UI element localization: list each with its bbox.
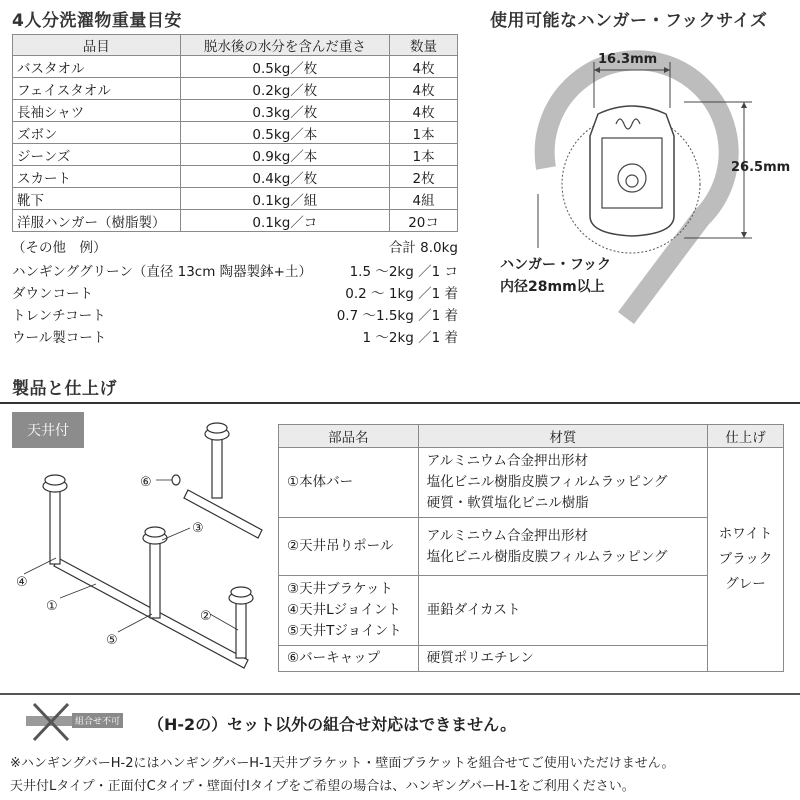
- hanger-piece: [590, 106, 674, 236]
- material-line: 塩化ビニル樹脂皮膜フィルムラッピング: [426, 548, 668, 565]
- callout-6: ⑥: [140, 475, 152, 490]
- header-finish: 仕上げ: [708, 425, 784, 448]
- compatibility-note-2: 天井付Lタイプ・正面付Cタイプ・壁面付Iタイプをご希望の場合は、ハンギングバーH-1をご利用ください。: [10, 779, 635, 794]
- table-row: [13, 144, 458, 166]
- product-table: [278, 424, 784, 672]
- callout-1: ①: [46, 599, 58, 614]
- part-name: ⑥バーキャップ: [279, 646, 419, 672]
- compatibility-note-1: ※ハンギングバーH-2にはハンギングバーH-1天井ブラケット・壁面ブラケットを組合せてご使用いただけません。: [10, 756, 675, 771]
- item-name: 洋服ハンガー（樹脂製）: [13, 210, 181, 232]
- item-weight: 0.1kg／組: [180, 188, 390, 210]
- detail-pole: [212, 432, 222, 498]
- item-name: バスタオル: [13, 56, 181, 78]
- other-example-weight: 0.7 ～1.5kg ／1 着: [336, 308, 458, 324]
- not-combinable-badge: 組合せ不可: [72, 713, 123, 728]
- item-weight: 0.1kg／コ: [180, 210, 390, 232]
- combination-warning: （H-2の）セット以外の組合せ対応はできません。: [148, 715, 517, 734]
- item-weight: 0.5kg／枚: [180, 56, 390, 78]
- ceiling-mount-badge: 天井付: [12, 412, 84, 448]
- material-line: 塩化ビニル樹脂皮膜フィルムラッピング: [426, 474, 668, 490]
- item-quantity: 4枚: [390, 56, 458, 78]
- other-example-weight: 1 ～2kg ／1 着: [362, 330, 458, 346]
- finish-white: ホワイト: [718, 526, 773, 542]
- not-combinable-icon: [24, 702, 74, 742]
- material-line: アルミニウム合金押出形材: [426, 453, 589, 469]
- callout-2: ②: [200, 609, 212, 624]
- part-name: ③天井ブラケット: [287, 581, 393, 597]
- callout-5: ⑤: [106, 633, 118, 648]
- other-example-weight: 0.2 ～ 1kg ／1 着: [345, 286, 458, 302]
- notice-divider: [0, 693, 800, 695]
- hanger-height-label: 26.5mm: [731, 160, 791, 175]
- item-name: ジーンズ: [13, 144, 181, 166]
- table-row: [13, 188, 458, 210]
- item-name: ズボン: [13, 122, 181, 144]
- others-heading: （その他 例）: [12, 240, 107, 256]
- header-item: 品目: [13, 35, 181, 56]
- other-example-row: [12, 304, 458, 324]
- part-name: ②天井吊りポール: [279, 518, 419, 576]
- material-line: 硬質・軟質塩化ビニル樹脂: [426, 495, 589, 511]
- table-row: [13, 210, 458, 232]
- product-assembly-diagram: [0, 408, 276, 684]
- other-example-name: ハンギンググリーン（直径 13cm 陶器製鉢+土）: [12, 264, 312, 280]
- table-row: [279, 448, 784, 518]
- hook-label-line1: ハンガー・フック: [500, 257, 612, 273]
- header-quantity: 数量: [390, 35, 458, 56]
- hanger-width-label: 16.3mm: [598, 52, 658, 67]
- material-line: 亜鉛ダイカスト: [426, 602, 521, 618]
- item-weight: 0.5kg／本: [180, 122, 390, 144]
- finish-options: [708, 448, 784, 672]
- item-quantity: 1本: [390, 144, 458, 166]
- item-weight: 0.2kg／枚: [180, 78, 390, 100]
- ceiling-pole-middle: [150, 536, 160, 618]
- other-example-name: ダウンコート: [12, 286, 93, 302]
- item-quantity: 4枚: [390, 100, 458, 122]
- item-name: スカート: [13, 166, 181, 188]
- table-row: [13, 166, 458, 188]
- weight-section-title: 4人分洗濯物重量目安: [12, 11, 182, 31]
- callout-4: ④: [16, 575, 28, 590]
- item-quantity: 20コ: [390, 210, 458, 232]
- hanger-section-title: 使用可能なハンガー・フックサイズ: [490, 11, 768, 31]
- item-name: 長袖シャツ: [13, 100, 181, 122]
- table-row: [13, 100, 458, 122]
- header-weight: 脱水後の水分を含んだ重さ: [180, 35, 390, 56]
- material-line: アルミニウム合金押出形材: [426, 527, 589, 544]
- weight-table-header: [13, 35, 458, 56]
- other-example-weight: 1.5 ～2kg ／1 コ: [349, 264, 458, 280]
- hook-label-line2: 内径28mm以上: [500, 279, 605, 295]
- other-example-row: [12, 282, 458, 302]
- part-name: ⑤天井Tジョイント: [287, 623, 402, 639]
- part-name: ④天井Lジョイント: [287, 602, 401, 618]
- total-weight: 合計 8.0kg: [388, 240, 458, 256]
- item-weight: 0.9kg／本: [180, 144, 390, 166]
- item-quantity: 4組: [390, 188, 458, 210]
- material-cell: [418, 518, 707, 576]
- material-cell: [418, 646, 707, 672]
- total-row: [12, 236, 458, 256]
- product-section-title: 製品と仕上げ: [12, 379, 117, 399]
- part-name: ①本体バー: [279, 448, 419, 518]
- ceiling-pole-left: [50, 484, 60, 564]
- item-quantity: 2枚: [390, 166, 458, 188]
- hook-size-label: [500, 254, 611, 298]
- part-name-group: [279, 576, 419, 646]
- material-line: 硬質ポリエチレン: [426, 650, 534, 666]
- finish-gray: グレー: [725, 576, 766, 592]
- item-quantity: 1本: [390, 122, 458, 144]
- callout-3: ③: [192, 521, 204, 536]
- weight-table: [12, 34, 458, 232]
- item-quantity: 4枚: [390, 78, 458, 100]
- item-name: 靴下: [13, 188, 181, 210]
- table-row: [13, 56, 458, 78]
- ceiling-pole-right: [236, 596, 246, 658]
- other-example-row: [12, 260, 458, 280]
- header-part: 部品名: [279, 425, 419, 448]
- section-divider: [0, 402, 800, 404]
- bar-cap-part: [172, 475, 180, 485]
- header-material: 材質: [418, 425, 707, 448]
- finish-black: ブラック: [718, 551, 773, 567]
- other-example-name: トレンチコート: [12, 308, 106, 324]
- product-table-header: [279, 425, 784, 448]
- table-row: [13, 122, 458, 144]
- item-weight: 0.4kg／枚: [180, 166, 390, 188]
- table-row: [13, 78, 458, 100]
- other-example-name: ウール製コート: [12, 330, 107, 346]
- item-name: フェイスタオル: [13, 78, 181, 100]
- material-cell: [418, 448, 707, 518]
- item-weight: 0.3kg／枚: [180, 100, 390, 122]
- material-cell: [418, 576, 707, 646]
- other-example-row: [12, 326, 458, 346]
